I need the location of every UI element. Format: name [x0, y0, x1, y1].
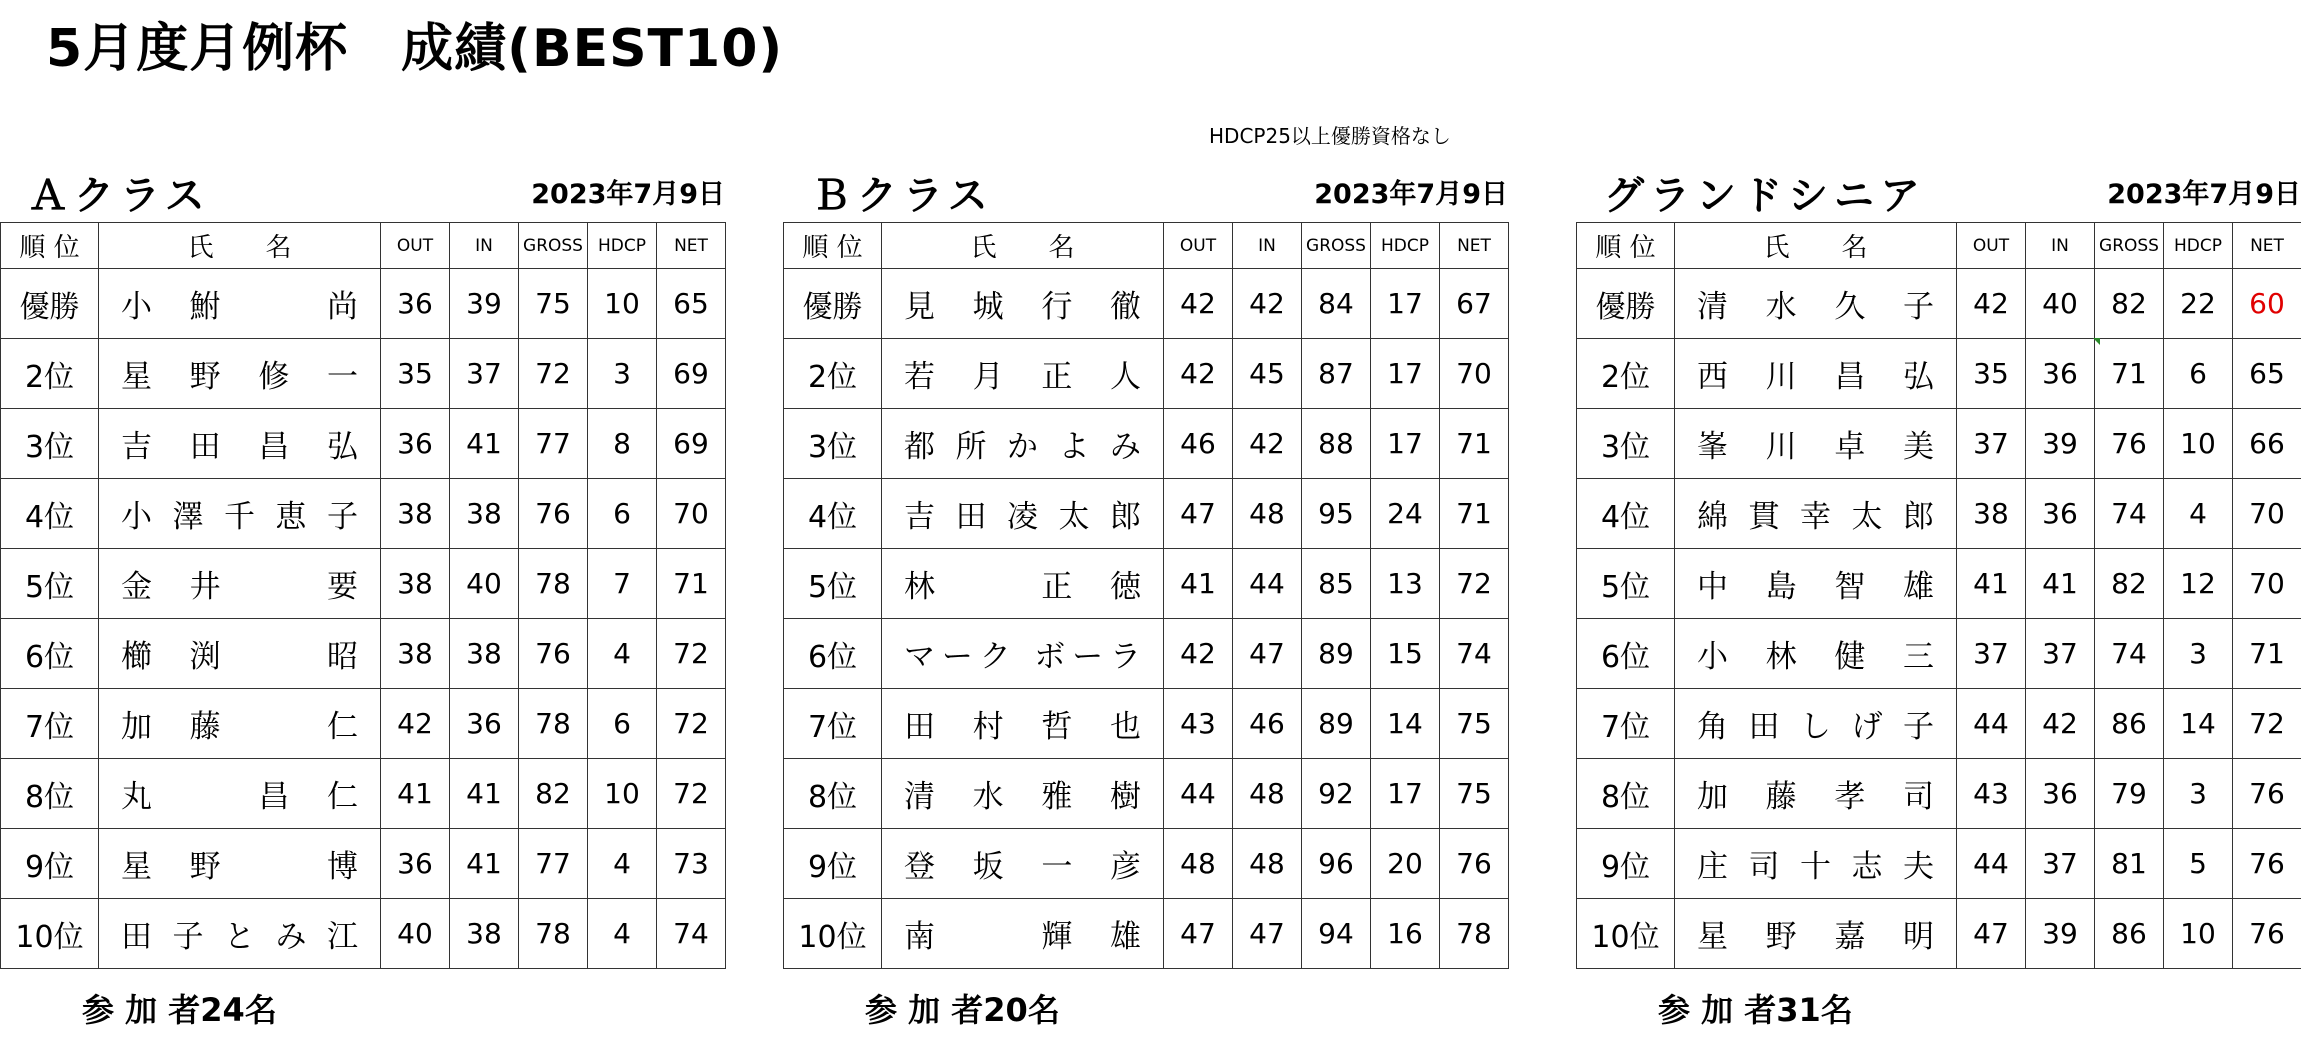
- table-row: [1577, 549, 2301, 619]
- in-score-cell: 41: [450, 759, 519, 829]
- rank-cell: 10位: [1577, 899, 1675, 969]
- header-gross: GROSS: [1302, 223, 1371, 269]
- hdcp-cell: 4: [588, 619, 657, 689]
- gross-score-cell: 89: [1302, 619, 1371, 689]
- net-score-cell: 72: [657, 759, 726, 829]
- table-row: [1577, 269, 2301, 339]
- gross-score-cell: 79: [2095, 759, 2164, 829]
- in-score-cell: 38: [450, 619, 519, 689]
- class-title: Ｂクラス: [811, 173, 994, 219]
- gross-score-cell: 78: [519, 549, 588, 619]
- table-header-row: [1, 223, 726, 269]
- in-score-cell: 36: [2026, 759, 2095, 829]
- player-name-cell: 田子とみ江: [99, 899, 381, 969]
- table-row: [1577, 829, 2301, 899]
- class-title: Ａクラス: [28, 173, 211, 219]
- player-name-cell: 庄司十志夫: [1675, 829, 1957, 899]
- out-score-cell: 35: [381, 339, 450, 409]
- gross-score-cell: 81: [2095, 829, 2164, 899]
- table-header-row: [1577, 223, 2301, 269]
- in-score-cell: 38: [450, 479, 519, 549]
- player-name-cell: 星野 博: [99, 829, 381, 899]
- a-class-section: [0, 160, 725, 1030]
- player-name-cell: 加藤 仁: [99, 689, 381, 759]
- player-name-cell: 清水雅樹: [882, 759, 1164, 829]
- player-name-cell: 都所かよみ: [882, 409, 1164, 479]
- gross-score-cell: 75: [519, 269, 588, 339]
- rank-cell: 7位: [1577, 689, 1675, 759]
- event-date: 2023年7月9日: [531, 179, 725, 210]
- header-hdcp: HDCP: [588, 223, 657, 269]
- hdcp-cell: 4: [588, 829, 657, 899]
- gross-score-cell: 88: [1302, 409, 1371, 479]
- hdcp-cell: 10: [2164, 899, 2233, 969]
- header-rank: 順 位: [1577, 223, 1675, 269]
- table-row: [1577, 689, 2301, 759]
- table-row: [1, 619, 726, 689]
- in-score-cell: 48: [1233, 829, 1302, 899]
- player-name-cell: 南 輝雄: [882, 899, 1164, 969]
- net-score-cell: 65: [657, 269, 726, 339]
- net-score-cell: 70: [1440, 339, 1509, 409]
- in-score-cell: 44: [1233, 549, 1302, 619]
- player-name-cell: 角田しげ子: [1675, 689, 1957, 759]
- net-score-cell: 71: [657, 549, 726, 619]
- rank-cell: 6位: [1577, 619, 1675, 689]
- net-score-cell: 73: [657, 829, 726, 899]
- net-score-cell: 65: [2233, 339, 2301, 409]
- in-score-cell: 39: [450, 269, 519, 339]
- gross-score-cell: 77: [519, 409, 588, 479]
- out-score-cell: 37: [1957, 409, 2026, 479]
- in-score-cell: 36: [2026, 339, 2095, 409]
- rank-cell: 6位: [1, 619, 99, 689]
- hdcp-cell: 17: [1371, 409, 1440, 479]
- rank-cell: 9位: [784, 829, 882, 899]
- header-rank: 順 位: [784, 223, 882, 269]
- header-gross: GROSS: [2095, 223, 2164, 269]
- table-row: [784, 689, 1509, 759]
- gross-score-cell: 94: [1302, 899, 1371, 969]
- table-row: [1577, 339, 2301, 409]
- net-score-cell: 69: [657, 339, 726, 409]
- participant-count: 参 加 者31名: [1658, 991, 1853, 1029]
- in-score-cell: 39: [2026, 899, 2095, 969]
- net-score-cell: 66: [2233, 409, 2301, 479]
- header-name: 氏 名: [882, 223, 1164, 269]
- in-score-cell: 48: [1233, 479, 1302, 549]
- hdcp-cell: 6: [588, 479, 657, 549]
- gross-score-cell: 86: [2095, 689, 2164, 759]
- in-score-cell: 37: [2026, 619, 2095, 689]
- header-net: NET: [657, 223, 726, 269]
- out-score-cell: 38: [381, 479, 450, 549]
- in-score-cell: 47: [1233, 899, 1302, 969]
- in-score-cell: 40: [450, 549, 519, 619]
- player-name-cell: 星野嘉明: [1675, 899, 1957, 969]
- hdcp-cell: 14: [2164, 689, 2233, 759]
- out-score-cell: 38: [1957, 479, 2026, 549]
- header-gross: GROSS: [519, 223, 588, 269]
- out-score-cell: 44: [1164, 759, 1233, 829]
- player-name-cell: 綿貫幸太郎: [1675, 479, 1957, 549]
- rank-cell: 2位: [784, 339, 882, 409]
- out-score-cell: 38: [381, 549, 450, 619]
- hdcp-cell: 20: [1371, 829, 1440, 899]
- net-score-cell: 76: [2233, 759, 2301, 829]
- net-score-cell: 67: [1440, 269, 1509, 339]
- gross-score-cell: 89: [1302, 689, 1371, 759]
- out-score-cell: 38: [381, 619, 450, 689]
- net-score-cell: 74: [657, 899, 726, 969]
- table-row: [1, 339, 726, 409]
- table-row: [1, 269, 726, 339]
- rank-cell: 9位: [1577, 829, 1675, 899]
- gross-score-cell: 82: [519, 759, 588, 829]
- gross-score-cell: 76: [2095, 409, 2164, 479]
- rank-cell: 6位: [784, 619, 882, 689]
- out-score-cell: 46: [1164, 409, 1233, 479]
- out-score-cell: 42: [1164, 339, 1233, 409]
- participant-count: 参 加 者24名: [82, 991, 277, 1029]
- in-score-cell: 41: [450, 409, 519, 479]
- rank-cell: 8位: [784, 759, 882, 829]
- player-name-cell: 丸 昌仁: [99, 759, 381, 829]
- player-name-cell: 西川昌弘: [1675, 339, 1957, 409]
- table-row: [1, 409, 726, 479]
- hdcp-cell: 14: [1371, 689, 1440, 759]
- net-score-cell: 76: [1440, 829, 1509, 899]
- rank-cell: 4位: [784, 479, 882, 549]
- net-score-cell: 71: [2233, 619, 2301, 689]
- out-score-cell: 47: [1164, 479, 1233, 549]
- table-row: [784, 339, 1509, 409]
- out-score-cell: 41: [1957, 549, 2026, 619]
- participant-count: 参 加 者20名: [865, 991, 1060, 1029]
- out-score-cell: 36: [381, 409, 450, 479]
- net-score-cell: 72: [2233, 689, 2301, 759]
- hdcp-cell: 24: [1371, 479, 1440, 549]
- rank-cell: 2位: [1, 339, 99, 409]
- hdcp-cell: 15: [1371, 619, 1440, 689]
- out-score-cell: 41: [1164, 549, 1233, 619]
- in-score-cell: 41: [2026, 549, 2095, 619]
- hdcp-cell: 13: [1371, 549, 1440, 619]
- player-name-cell: 清水久子: [1675, 269, 1957, 339]
- in-score-cell: 45: [1233, 339, 1302, 409]
- table-row: [1, 759, 726, 829]
- results-table: [783, 222, 1509, 969]
- table-row: [1, 829, 726, 899]
- rank-cell: 3位: [1577, 409, 1675, 479]
- in-score-cell: 40: [2026, 269, 2095, 339]
- gross-score-cell: 78: [519, 899, 588, 969]
- gross-score-cell: 71: [2095, 339, 2164, 409]
- hdcp-cell: 17: [1371, 759, 1440, 829]
- table-row: [784, 829, 1509, 899]
- out-score-cell: 36: [381, 829, 450, 899]
- in-score-cell: 38: [450, 899, 519, 969]
- net-score-cell: 60: [2233, 269, 2301, 339]
- out-score-cell: 35: [1957, 339, 2026, 409]
- gross-score-cell: 86: [2095, 899, 2164, 969]
- hdcp-cell: 3: [2164, 759, 2233, 829]
- net-score-cell: 72: [657, 619, 726, 689]
- header-name: 氏 名: [99, 223, 381, 269]
- results-table: [0, 222, 726, 969]
- player-name-cell: 吉田昌弘: [99, 409, 381, 479]
- table-row: [1577, 409, 2301, 479]
- gross-score-cell: 74: [2095, 619, 2164, 689]
- hdcp-cell: 12: [2164, 549, 2233, 619]
- player-name-cell: 金井 要: [99, 549, 381, 619]
- player-name-cell: 加藤孝司: [1675, 759, 1957, 829]
- rank-cell: 3位: [1, 409, 99, 479]
- table-row: [1577, 759, 2301, 829]
- gross-score-cell: 92: [1302, 759, 1371, 829]
- gross-score-cell: 76: [519, 619, 588, 689]
- rank-cell: 10位: [784, 899, 882, 969]
- header-name: 氏 名: [1675, 223, 1957, 269]
- in-score-cell: 48: [1233, 759, 1302, 829]
- hdcp-cell: 17: [1371, 269, 1440, 339]
- player-name-cell: マーク ボーラ: [882, 619, 1164, 689]
- table-row: [1, 899, 726, 969]
- gross-score-cell: 95: [1302, 479, 1371, 549]
- hdcp-cell: 3: [2164, 619, 2233, 689]
- event-date: 2023年7月9日: [1314, 179, 1508, 210]
- rank-cell: 9位: [1, 829, 99, 899]
- player-name-cell: 小澤千恵子: [99, 479, 381, 549]
- net-score-cell: 75: [1440, 759, 1509, 829]
- out-score-cell: 42: [1957, 269, 2026, 339]
- in-score-cell: 42: [1233, 269, 1302, 339]
- eligibility-note: HDCP25以上優勝資格なし: [1209, 124, 1451, 148]
- net-score-cell: 78: [1440, 899, 1509, 969]
- table-row: [784, 759, 1509, 829]
- table-row: [1577, 479, 2301, 549]
- hdcp-cell: 5: [2164, 829, 2233, 899]
- hdcp-cell: 4: [2164, 479, 2233, 549]
- table-row: [784, 899, 1509, 969]
- hdcp-cell: 6: [588, 689, 657, 759]
- header-rank: 順 位: [1, 223, 99, 269]
- header-in: IN: [2026, 223, 2095, 269]
- in-score-cell: 47: [1233, 619, 1302, 689]
- player-name-cell: 若月正人: [882, 339, 1164, 409]
- in-score-cell: 37: [2026, 829, 2095, 899]
- hdcp-cell: 6: [2164, 339, 2233, 409]
- net-score-cell: 76: [2233, 899, 2301, 969]
- table-row: [1577, 619, 2301, 689]
- rank-cell: 7位: [784, 689, 882, 759]
- table-header-row: [784, 223, 1509, 269]
- table-row: [784, 409, 1509, 479]
- net-score-cell: 71: [1440, 479, 1509, 549]
- table-row: [1, 549, 726, 619]
- header-in: IN: [1233, 223, 1302, 269]
- player-name-cell: 峯川卓美: [1675, 409, 1957, 479]
- out-score-cell: 43: [1957, 759, 2026, 829]
- net-score-cell: 70: [2233, 479, 2301, 549]
- gross-score-cell: 77: [519, 829, 588, 899]
- player-name-cell: 星野修一: [99, 339, 381, 409]
- rank-cell: 8位: [1, 759, 99, 829]
- hdcp-cell: 10: [2164, 409, 2233, 479]
- player-name-cell: 登坂一彦: [882, 829, 1164, 899]
- table-row: [784, 619, 1509, 689]
- rank-cell: 5位: [1577, 549, 1675, 619]
- net-score-cell: 72: [657, 689, 726, 759]
- player-name-cell: 櫛渕 昭: [99, 619, 381, 689]
- net-score-cell: 74: [1440, 619, 1509, 689]
- gross-score-cell: 76: [519, 479, 588, 549]
- player-name-cell: 林 正徳: [882, 549, 1164, 619]
- in-score-cell: 37: [450, 339, 519, 409]
- gross-score-cell: 72: [519, 339, 588, 409]
- rank-cell: 3位: [784, 409, 882, 479]
- out-score-cell: 48: [1164, 829, 1233, 899]
- rank-cell: 5位: [784, 549, 882, 619]
- cell-comment-marker: [2093, 338, 2100, 345]
- out-score-cell: 44: [1957, 689, 2026, 759]
- player-name-cell: 吉田凌太郎: [882, 479, 1164, 549]
- grand-senior-section: [1576, 160, 2301, 1030]
- hdcp-cell: 17: [1371, 339, 1440, 409]
- header-out: OUT: [381, 223, 450, 269]
- class-title: グランドシニア: [1604, 173, 1926, 219]
- gross-score-cell: 96: [1302, 829, 1371, 899]
- net-score-cell: 71: [1440, 409, 1509, 479]
- header-in: IN: [450, 223, 519, 269]
- player-name-cell: 見城行徹: [882, 269, 1164, 339]
- net-score-cell: 76: [2233, 829, 2301, 899]
- net-score-cell: 70: [2233, 549, 2301, 619]
- out-score-cell: 41: [381, 759, 450, 829]
- table-row: [784, 269, 1509, 339]
- rank-cell: 8位: [1577, 759, 1675, 829]
- hdcp-cell: 22: [2164, 269, 2233, 339]
- in-score-cell: 39: [2026, 409, 2095, 479]
- rank-cell: 2位: [1577, 339, 1675, 409]
- hdcp-cell: 3: [588, 339, 657, 409]
- gross-score-cell: 87: [1302, 339, 1371, 409]
- rank-cell: 優勝: [1577, 269, 1675, 339]
- net-score-cell: 75: [1440, 689, 1509, 759]
- gross-score-cell: 74: [2095, 479, 2164, 549]
- net-score-cell: 72: [1440, 549, 1509, 619]
- rank-cell: 7位: [1, 689, 99, 759]
- out-score-cell: 40: [381, 899, 450, 969]
- header-hdcp: HDCP: [1371, 223, 1440, 269]
- table-row: [784, 549, 1509, 619]
- header-out: OUT: [1164, 223, 1233, 269]
- gross-score-cell: 78: [519, 689, 588, 759]
- out-score-cell: 47: [1164, 899, 1233, 969]
- rank-cell: 5位: [1, 549, 99, 619]
- hdcp-cell: 7: [588, 549, 657, 619]
- out-score-cell: 42: [381, 689, 450, 759]
- hdcp-cell: 10: [588, 759, 657, 829]
- in-score-cell: 36: [450, 689, 519, 759]
- rank-cell: 4位: [1577, 479, 1675, 549]
- header-hdcp: HDCP: [2164, 223, 2233, 269]
- player-name-cell: 小鮒 尚: [99, 269, 381, 339]
- header-out: OUT: [1957, 223, 2026, 269]
- table-row: [784, 479, 1509, 549]
- out-score-cell: 47: [1957, 899, 2026, 969]
- b-class-section: [783, 160, 1508, 1030]
- gross-score-cell: 85: [1302, 549, 1371, 619]
- out-score-cell: 37: [1957, 619, 2026, 689]
- player-name-cell: 小林健三: [1675, 619, 1957, 689]
- in-score-cell: 46: [1233, 689, 1302, 759]
- net-score-cell: 70: [657, 479, 726, 549]
- out-score-cell: 43: [1164, 689, 1233, 759]
- hdcp-cell: 10: [588, 269, 657, 339]
- net-score-cell: 69: [657, 409, 726, 479]
- rank-cell: 4位: [1, 479, 99, 549]
- page-title: 5月度月例杯 成績(BEST10): [46, 19, 784, 79]
- player-name-cell: 中島智雄: [1675, 549, 1957, 619]
- hdcp-cell: 16: [1371, 899, 1440, 969]
- rank-cell: 10位: [1, 899, 99, 969]
- player-name-cell: 田村哲也: [882, 689, 1164, 759]
- rank-cell: 優勝: [1, 269, 99, 339]
- hdcp-cell: 8: [588, 409, 657, 479]
- out-score-cell: 42: [1164, 619, 1233, 689]
- gross-score-cell: 84: [1302, 269, 1371, 339]
- header-net: NET: [2233, 223, 2301, 269]
- gross-score-cell: 82: [2095, 269, 2164, 339]
- in-score-cell: 36: [2026, 479, 2095, 549]
- in-score-cell: 41: [450, 829, 519, 899]
- hdcp-cell: 4: [588, 899, 657, 969]
- rank-cell: 優勝: [784, 269, 882, 339]
- in-score-cell: 42: [2026, 689, 2095, 759]
- out-score-cell: 36: [381, 269, 450, 339]
- in-score-cell: 42: [1233, 409, 1302, 479]
- table-row: [1, 479, 726, 549]
- table-row: [1, 689, 726, 759]
- event-date: 2023年7月9日: [2107, 179, 2301, 210]
- results-table: [1576, 222, 2301, 969]
- table-row: [1577, 899, 2301, 969]
- out-score-cell: 42: [1164, 269, 1233, 339]
- header-net: NET: [1440, 223, 1509, 269]
- out-score-cell: 44: [1957, 829, 2026, 899]
- gross-score-cell: 82: [2095, 549, 2164, 619]
